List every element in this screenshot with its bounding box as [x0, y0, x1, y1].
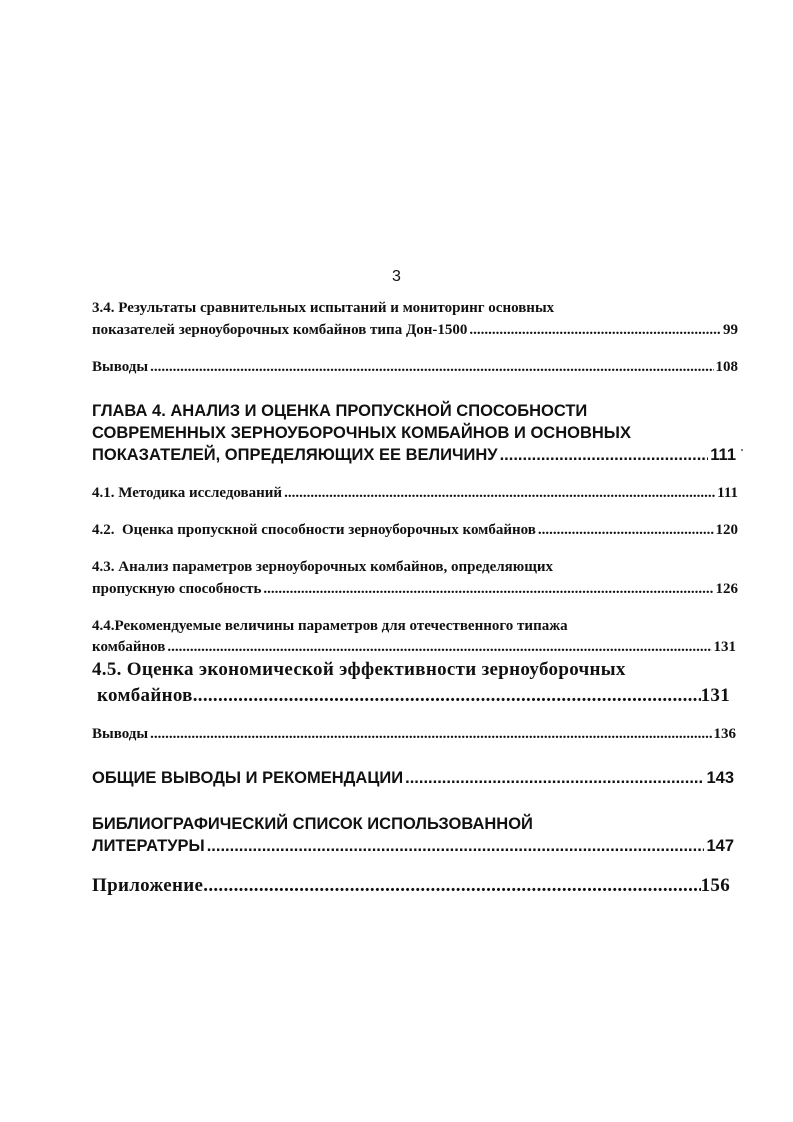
toc-entry-title-line: комбайнов [92, 639, 166, 655]
toc-entry-last-line [92, 873, 730, 899]
toc-page-number: 131 [713, 639, 736, 655]
toc-entry-title-line: Выводы [92, 359, 149, 375]
toc-entry-last-line [92, 318, 738, 342]
toc-entry-last-line [92, 683, 730, 709]
toc-entry-last-line [92, 834, 734, 858]
toc-entry-last-line [92, 766, 734, 790]
toc-page-number: 111 [717, 485, 738, 501]
toc-entry-title-line: Приложение [92, 875, 204, 896]
dot-leader [193, 683, 701, 709]
toc-entry-title-line: Выводы [92, 726, 149, 742]
dot-leader [469, 318, 721, 342]
toc-page-number: 99 [723, 322, 738, 338]
dot-leader [150, 722, 711, 746]
toc-page-number: 136 [713, 726, 736, 742]
toc-page-number: 143 [706, 769, 734, 787]
dot-leader [150, 355, 713, 379]
toc-page-number: 108 [715, 359, 738, 375]
toc-page-number: 111 [710, 446, 736, 464]
toc-entry-title-line: ЛИТЕРАТУРЫ [92, 837, 205, 855]
toc-entry-last-line [92, 518, 738, 542]
toc-entry-title-line: комбайнов [92, 685, 193, 706]
toc-entry-last-line [92, 443, 736, 467]
dot-leader [203, 873, 700, 899]
toc-entry-title-line: 4.3. Анализ параметров зерноуборочных комбайнов, определяющих [92, 559, 554, 575]
toc-entry-title-line: пропускную способность [92, 581, 262, 597]
page-number: 3 [392, 268, 401, 285]
toc-entry-title-line: 3.4. Результаты сравнительных испытаний и мониторинг основных [92, 300, 555, 316]
toc-entry-last-line [92, 722, 736, 746]
toc-entry-title-line: БИБЛИОГРАФИЧЕСКИЙ СПИСОК ИСПОЛЬЗОВАННОЙ [92, 815, 533, 833]
toc-page-number: 120 [715, 522, 738, 538]
toc-entry-last-line [92, 481, 738, 505]
toc-entry-title-line: 4.2. Оценка пропускной способности зерноуборочных комбайнов [92, 522, 536, 538]
dot-leader [207, 834, 705, 858]
toc-entry-last-line [92, 577, 738, 601]
toc-page-number: 147 [706, 837, 734, 855]
toc-entry-title-line: ОБЩИЕ ВЫВОДЫ И РЕКОМЕНДАЦИИ [92, 769, 404, 787]
toc-entry-title-line: 4.5. Оценка экономической эффективности зерноуборочных [92, 659, 626, 680]
scan-speck [741, 449, 743, 451]
toc-entry-title-line: СОВРЕМЕННЫХ ЗЕРНОУБОРОЧНЫХ КОМБАЙНОВ И ОСНОВНЫХ [92, 424, 631, 442]
toc-entry-title-line: 4.1. Методика исследований [92, 485, 283, 501]
dot-leader [284, 481, 715, 505]
toc-entry-title-line: ГЛАВА 4. АНАЛИЗ И ОЦЕНКА ПРОПУСКНОЙ СПОСОБНОСТИ [92, 402, 588, 420]
toc-entry-title-line: 4.4.Рекомендуемые величины параметров для отечественного типажа [92, 618, 568, 634]
toc-entry-last-line [92, 635, 736, 659]
toc-entry-last-line [92, 355, 738, 379]
toc-page-number: 131 [700, 685, 730, 706]
dot-leader [263, 577, 713, 601]
toc-entry-title-line: ПОКАЗАТЕЛЕЙ, ОПРЕДЕЛЯЮЩИХ ЕЕ ВЕЛИЧИНУ [92, 446, 498, 464]
dot-leader [167, 635, 711, 659]
toc-entry-title-line: показателей зерноуборочных комбайнов типа Дон-1500 [92, 322, 468, 338]
dot-leader [500, 443, 709, 467]
toc-page-number: 126 [715, 581, 738, 597]
toc-page-number: 156 [700, 875, 730, 896]
dot-leader [538, 518, 714, 542]
dot-leader [405, 766, 704, 790]
